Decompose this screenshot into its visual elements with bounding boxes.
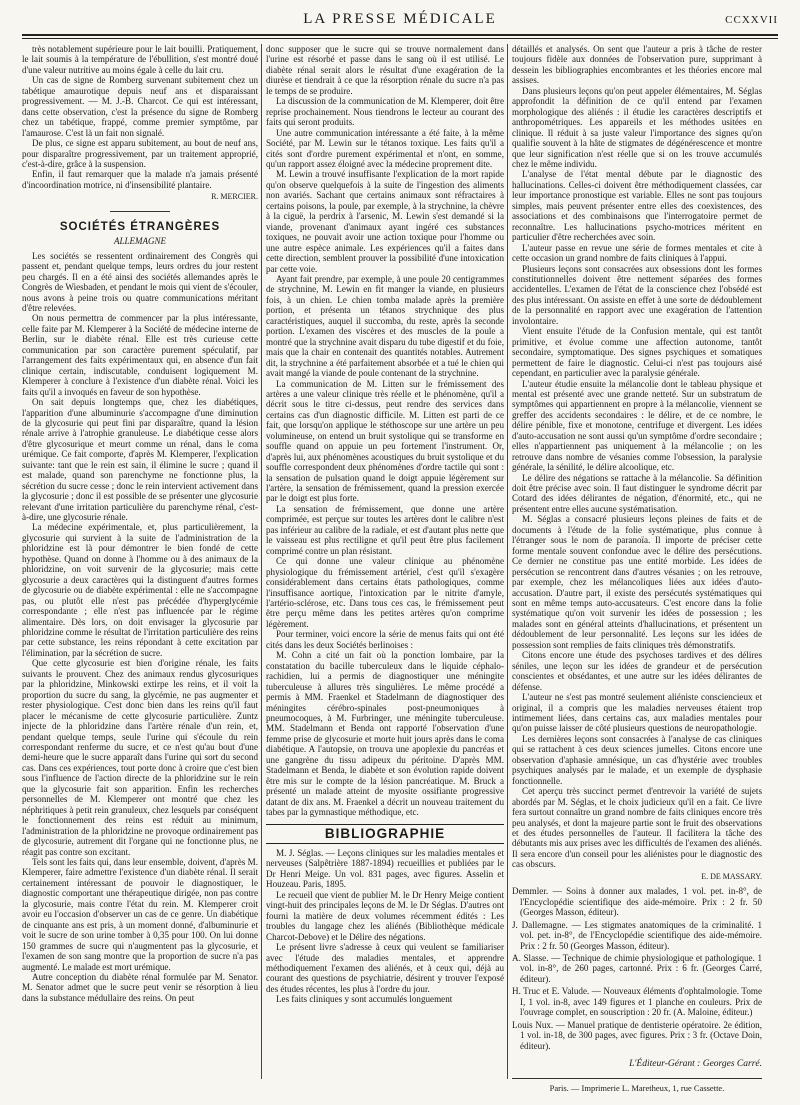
romberg-article: Un cas de signe de Romberg survenant subitement chez un tabétique amaurotique depuis neuf ans et disparaissant progressivement. — M. J.-B. Charcot. Ce qui est intéressant, dans cette observation, c'est la présence du signe de Romberg chez un tabétique, frappé, comme premier symptôme, par l'amaurose. C'est là un fait non signalé. — [22, 75, 258, 138]
divider — [110, 211, 170, 212]
paragraph: Enfin, il faut remarquer que la malade n'a jamais présenté d'incoordination motrice, ni d'insensibilité plantaire. — [22, 169, 258, 190]
paragraph: La médecine expérimentale, et, plus particulièrement, la glycosurie qui survient à la suite de l'administration de la phloridzine est là pour démontrer le bien fondé de cette hypothèse. Quand on donne à l'homme ou à des animaux de la phloridzine, on voit survenir de la glycosurie; mais cette glycosurie a deux caractères qui la distinguent d'autres formes de glycosurie ou de diabète expérimental : elle ne s'accompagne pas, ou plutôt elle n'est pas précédée d'hyperglycémie correspondante ; elle n'est pas influencée par le régime alimentaire. Dès lors, on doit envisager la glycosurie par phloridzine comme le résultat de l'irritation particulière des reins par cette substance, les reins répondant à cette excitation par l'élimination, par la sécrétion de sucre. — [22, 522, 258, 658]
paragraph: Tels sont les faits qui, dans leur ensemble, doivent, d'après M. Klemperer, faire admettre l'existence d'un diabète rénal. Il serait certainement intéressant de pouvoir le diagnostiquer, le diagnostic comportant une thérapeutique dirigée, non pas contre la glycosurie, mais contre l'état du rein. M. Klemperer croit avoir eu l'occasion d'observer un cas de ce genre. Un diabétique de cinquante ans est pris, à un moment donné, d'albuminurie et voit le sucre de son urine tomber à 0,35 pour 100. On lui donne 150 grammes de sucre qui n'augmentent pas la glycosurie, et l'examen de son sang montre que la proportion de sucre n'a pas augmenté. Le malade est mort urémique. — [22, 856, 258, 972]
paragraph: L'auteur étudie ensuite la mélancolie dont le tableau physique et mental est présenté avec une grande netteté. Sur un substratum de symptômes qui appartiennent en propre à la mélancolie, viennent se greffer des accidents secondaires : le délire, et de ce nombre, le délire pénible, fixe et monotone, centrifuge et divergent. Les idées d'auto-accusation ne sont aussi qu'un symptôme d'ordre secondaire ; elles n'appartiennent pas uniquement à la mélancolie ; on les retrouve dans nombre de vésanies comme l'obsession, la paralysie générale, la sénilité, le délire alcoolique, etc. — [512, 378, 762, 473]
paragraph: On sait depuis longtemps que, chez les diabétiques, l'apparition d'une albuminurie s'accompagne d'une diminution de la glycosurie qui peut fini par disparaître, quand la lésion rénale arrive à l'atrophie granuleuse. Le diabétique cesse alors d'être glycosurique et meurt comme un rénal, dans le coma urémique. Ce fait comporte, d'après M. Klemperer, l'explication suivante: tant que le rein est sain, il élimine le sucre ; quand il est malade, quand son parenchyme ne fonctionne plus, la sécrétion du sucre cesse ; donc le rein intervient activement dans la glycosurie ; donc il est possible de se présenter une glycosurie relevant d'une irritation particulière du parenchyme rénal, c'est-à-dire, une glycosurie rénale. — [22, 397, 258, 523]
paragraph: M. Cohn a cité un fait où la ponction lombaire, par la constatation du bacille tuberculeux dans le liquide céphalo-rachidien, lui a permis de diagnostiquer une méningite tuberculeuse à allures très singulières. Le même procédé a permis à MM. Fraenkel et Stadelmann de diagnostiquer des méningites cérébro-spinales post-pneumoniques à pneumocoques, à M. Furbringer, une méningite tuberculeuse. MM. Stadelmann et Benda ont rapporté l'observation d'une femme prise de glycosurie et morte huit jours après dans le coma diabétique. A l'autopsie, on trouva une apoplexie du pancréas et une gangrène du tissu adipeux du péritoine. D'après MM. Stadelmann et Benda, le diabète et son évolution rapide doivent être mis sur le compte de la lésion pancréatique. M. Bruck a présenté un malade atteint de myosite ossifiante progressive datant de dix ans. M. Fraenkel a décrit un nouveau traitement du tabes par la gymnastique méthodique, etc. — [266, 650, 504, 818]
paragraph: Les dernières leçons sont consacrées à l'analyse de cas cliniques qui se rattachent à ces deux sciences jumelles. Citons encore une observation d'aphasie amnésique, un cas d'hystérie avec troubles psychiques analysés par le malade, et un exemple de dysphasie fonctionnelle. — [512, 733, 762, 786]
printer-line: Paris. — Imprimerie L. Maretheux, 1, rue Cassette. — [512, 1078, 762, 1093]
paragraph: Pour terminer, voici encore la série de menus faits qui ont été cités dans les deux Sociétés berlinoises : — [266, 629, 504, 650]
paragraph: Que cette glycosurie est bien d'origine rénale, les faits suivants le prouvent. Chez des animaux rendus glycosuriques par la phloridzine, Minkowski extirpe les reins, et il voit la proportion du sucre du sang, la glycémie, ne pas augmenter et rester physiologique. C'est donc bien dans les reins qu'il faut placer le mécanisme de cette glycosurie particulière. Zuntz injecte de la phloridzine dans l'artère rénale d'un rein, et, pendant quelque temps, seule l'urine qui s'écoule du rein correspondant renferme du sucre, et ce n'est qu'au bout d'une demi-heure que le sucre apparaît dans l'urine qui sort du second cas. Dans ces expériences, tout porte donc à croire que c'est bien sous l'influence de l'action directe de la phloridzine sur le rein que la glycosurie fait son apparition. Enfin les recherches personnelles de M. Klemperer ont montré que chez les néphritiques à petit rein granuleux, chez lesquels par conséquent le fonctionnement des reins est réduit au minimum, l'administration de la phloridzine ne provoque ordinairement pas de glycosurie, autrement dit l'organe qui ne fonctionne plus, ne réagit pas contre son excitant. — [22, 658, 258, 857]
book-review-heading: M. J. Séglas. — Leçons cliniques sur les maladies mentales et nerveuses (Salpêtrière 1887-1894) recueillies et publiées par le Dr Henri Meige. Un vol. 831 pages, avec figures. Asselin et Houzeau. Paris, 1895. — [266, 847, 504, 890]
paragraph: L'analyse de l'état mental débute par le diagnostic des hallucinations. Celles-ci doivent être méthodiquement classées, car leur importance pronostique est variable. Elles ne sont pas toujours simples, mais peuvent présenter entre elles des coexistences, des associations et des combinaisons que l'interrogatoire permet de reconnaître. Les hallucinations psycho-motrices méritent en particulier d'être recherchées avec soin. — [512, 169, 762, 243]
paragraph: Ayant fait prendre, par exemple, à une poule 20 centigrammes de strychnine, M. Lewin en fit manger la viande, en plusieurs fois, à un chien. Le chien tomba malade après la première portion, et présenta un tétanos strychnique des plus caractéristiques, auquel il succomba, du reste, après la seconde portion. L'examen des viscères et des muscles de la poule a montré que la strychnine avait disparu du tube digestif et du foie, mais que la chair en contenait des quantités notables. Autrement dit, la strychnine a été parfaitement absorbée et a tué le chien qui avait mangé la viande de poule contenant de la strychnine. — [266, 273, 504, 379]
bibliography-entry: Louis Nux. — Manuel pratique de dentisterie opératoire. 2e édition, 1 vol. in-18, de 300 pages, avec figures. Prix : 3 fr. (Octave Doin, éditeur). — [512, 1019, 762, 1051]
paragraph: La discussion de la communication de M. Klemperer, doit être reprise prochainement. Nous tiendrons le lecteur au courant des faits qui seront produits. — [266, 96, 504, 128]
bibliography-entry: Demmler. — Soins à donner aux malades, 1 vol. pet. in-8°, de l'Encyclopédie scientifique des aide-mémoire. Prix : 2 fr. 50 (Georges Masson, éditeur). — [512, 886, 762, 918]
journal-title: LA PRESSE MÉDICALE — [303, 11, 497, 27]
paragraph: Le délire des négations se rattache à la mélancolie. Sa définition doit être précise avec soin. Il faut distinguer le syndrome décrit par Cotard des idées délirantes de négation, d'énormité, etc., qui ne présentent entre elles aucune systématisation. — [512, 472, 762, 514]
signature: E. DE MASSARY. — [701, 871, 762, 881]
paragraph: M. Lewin a trouvé insuffisante l'explication de la mort rapide qu'on observe quelquefois à la suite de l'ingestion des aliments non avariés. Sachant que certains animaux sont réfractaires à certains poisons, la poule, par exemple, à la strychnine, la chèvre à la ciguë, la perdrix à l'arsenic, M. Lewin s'est demandé si la viande, provenant d'animaux ayant ingéré ces substances toxiques, ne pouvait avoir une action toxique pour l'homme ou une autre espèce animale. Les expériences qu'il a faites dans cette direction, semblent prouver la possibilité d'une intoxication par cette voie. — [266, 169, 504, 274]
paragraph: De plus, ce signe est apparu subitement, au bout de neuf ans, pour disparaître progressivement, par un traitement approprié, c'est-à-dire, grâce à la suspension. — [22, 138, 258, 169]
signature: R. MERCIER. — [211, 192, 258, 202]
bibliography-entry: H. Truc et E. Valude. — Nouveaux éléments d'ophtalmologie. Tome I, 1 vol. in-8, avec 149 figures et 1 planche en couleurs. Prix de l'ouvrage complet, en souscription : 20 fr. (A. Maloine, éditeur.) — [512, 986, 762, 1018]
column-divider — [507, 44, 508, 1079]
paragraph: Une autre communication intéressante a été faite, à la même Société, par M. Lewin sur le tétanos toxique. Les faits qu'il a cités sont d'ordre purement expérimental et n'ont, en somme, qu'un rapport assez éloigné avec la médecine proprement dite. — [266, 127, 504, 169]
paragraph: Le recueil que vient de publier M. le Dr Henry Meige contient vingt-huit des principales leçons de M. le Dr Séglas. D'autres ont fourni la matière de deux volumes récemment édités : Les troubles du langage chez les aliénés (Bibliothèque médicale Charcot-Debove) et le Délire des négations. — [266, 889, 504, 942]
paragraph: L'auteur passe en revue une série de formes mentales et cite à cette occasion un grand nombre de faits cliniques à l'appui. — [512, 242, 762, 264]
paragraph: Dans plusieurs leçons qu'on peut appeler élémentaires, M. Séglas approfondit la définition de ce qu'il entend par l'examen morphologique des aliénés : il étudie les caractères descriptifs et anthropométriques. Les appareils et les méthodes usitées en clinique. Il réduit à sa juste valeur l'importance des signes qu'on qualifie souvent à la hâte de stigmates de dégénérescence et montre que leur signification n'est réelle que si on les trouve accumulés chez le même individu. — [512, 85, 762, 169]
bibliography-entry: J. Dallemagne. — Les stigmates anatomiques de la criminalité. 1 vol. pet. in-8°, de l'Encyclopédie scientifique des aide-mémoire. Prix : 2 fr. 50 (Georges Masson, éditeur). — [512, 919, 762, 951]
paragraph: Les sociétés se ressentent ordinairement des Congrès qui passent et, pendant quelque temps, leurs ordres du jour restent peu chargés. Il en a été ainsi des sociétés allemandes après le Congrès de Wiesbaden, et pendant le mois qui vient de s'écouler, nous avons à peine trois ou quatre communications méritant d'être relevées. — [22, 250, 258, 313]
column-2 — [266, 44, 504, 1082]
page-header — [22, 10, 778, 32]
paragraph: Ce qui donne une valeur clinique au phénomène physiologique du frémissement artériel, c'est qu'il s'exagère considérablement dans certains états pathologiques, comme l'insuffisance aortique, l'intoxication par le nitrite d'amyle, l'artério-sclérose, etc. Dans tous ces cas, le frémissement peut être perçu même dans les petites artères qu'on comprime légèrement. — [266, 556, 504, 629]
header-rule-thin — [22, 38, 778, 39]
section-title: SOCIÉTÉS ÉTRANGÈRES — [59, 220, 221, 233]
editor-line: L'Éditeur-Gérant : Georges Carré. — [629, 1059, 762, 1070]
paragraph: Le présent livre s'adresse à ceux qui veulent se familiariser avec l'étude des maladies mentales, et apprendre méthodiquement l'examen des aliénés, et à ceux qui, déjà au courant des questions de psychiatrie, désirent y trouver l'exposé des études récentes, les plus à l'ordre du jour. — [266, 942, 504, 994]
paragraph: La communication de M. Litten sur le frémissement des artères a une valeur clinique très réelle et le phénomène, qu'il a décrit sous le titre ci-dessus, peut rendre des services dans certains cas d'un diagnostic difficile. M. Litten est parti de ce fait, que lorsqu'on applique le stéthoscope sur une artère un peu volumineuse, on entend un bruit systolique qui se transforme en souffle quand on appuie un peu fortement l'instrument. Or, d'après lui, aux phénomènes acoustiques du bruit systolique et du souffle correspondent deux phénomènes d'ordre tactile qui sont : la sensation de pulsation quand le doigt appuie légèrement sur l'artère, la sensation de frémissement, quand la pression exercée par le doigt est plus forte. — [266, 378, 504, 504]
paragraph: Citons encore une étude des psychoses tardives et des délires séniles, une leçon sur les idées de grandeur et de persécution conscientes et obsédantes, et une autre sur les idées délirantes de défense. — [512, 650, 762, 692]
paragraph: Les faits cliniques y sont accumulés longuement — [276, 994, 453, 1005]
section-subtitle: ALLEMAGNE — [113, 236, 166, 247]
header-rule — [22, 34, 778, 36]
paragraph: très notablement supérieure pour le lait bouilli. Pratiquement, le lait soumis à la température de l'ébullition, s'est montré doué d'une valeur nutritive au moins égale à celle du lait cru. — [22, 44, 258, 75]
paragraph: Vient ensuite l'étude de la Confusion mentale, qui est tantôt primitive, et évolue comme une affection autonome, tantôt secondaire, symptomatique. Des signes psychiques et somatiques permettent de faire le diagnostic. Celui-ci n'est pas toujours aisé cependant, en particulier avec la paralysie générale. — [512, 326, 762, 379]
column-divider — [261, 44, 262, 1079]
paragraph: M. Séglas a consacré plusieurs leçons pleines de faits et de documents à l'étude de la folie systématique, plus connue à l'étranger sous le nom de paranoïa. Il importe de préciser cette forme mentale souvent confondue avec le délire des persécutions. Ce dernier ne constitue pas une entité morbide. Les idées de persécution se rencontrent dans d'autres vésanies ; on les retrouve, par exemple, chez les mélancoliques liées aux idées d'auto-accusation. D'autre part, il existe des persécutés systématiques qui sont en même temps auto-accusateurs. C'est encore dans la folie systématique qu'on voit survenir les idées de possession ; les malades sont en général atteints d'hallucinations, et présentent un dédoublement de leur personnalité. Les leçons sur les idées de possession sont remplies de faits cliniques très démonstratifs. — [512, 514, 762, 650]
column-3 — [512, 44, 762, 1093]
paragraph: L'auteur ne s'est pas montré seulement aliéniste consciencieux et original, il a compris que les maladies nerveuses étaient trop intimement liées, dans certains cas, aux maladies mentales pour qu'on puisse laisser de côté plusieurs questions de neuropathologie. — [512, 692, 762, 734]
paragraph: Cet aperçu très succinct permet d'entrevoir la variété de sujets abordés par M. Séglas, et le choix judicieux qu'il en a fait. Ce livre fera surtout connaître un grand nombre de faits cliniques encore très peu analysés, et dont la majeure partie sont le fruit des observations et des études personnelles de l'auteur. Il facilitera la tâche des débutants mis aux prises avec les difficultés de l'examen des aliénés. Il sera encore d'un conseil pour les aliénistes pour le diagnostic des cas obscurs. — [512, 786, 762, 870]
paragraph: donc supposer que le sucre qui se trouve normalement dans l'urine est résorbé et passe dans le sang où il est utilisé. Le diabète rénal serait alors le résultat d'une exagération de la diurèse et tiendrait à ce que la résorption rénale du sucre n'a pas le temps de se produire. — [266, 44, 504, 96]
paragraph: La sensation de frémissement, que donne une artère comprimée, est perçue sur toutes les artères dont le calibre n'est pas inférieur au calibre de la radiale, et est d'autant plus nette que le vaisseau est plus rectiligne et qu'il peut être plus facilement comprimé contre un plan résistant. — [266, 503, 504, 556]
paragraph: détaillés et analysés. On sent que l'auteur a pris à tâche de rester toujours fidèle aux données de l'observation pure, supprimant à dessein les bibliographies encombrantes et les théories encore mal assises. — [512, 44, 762, 86]
paragraph: Autre conception du diabète rénal formulée par M. Senator. M. Senator admet que le sucre peut venir se résorption à lieu dans la substance médullaire des reins. On peut — [22, 971, 258, 1003]
bibliography-title: BIBLIOGRAPHIE — [266, 824, 504, 844]
page-number: CCXXVII — [725, 14, 778, 26]
column-1 — [22, 44, 258, 1082]
bibliography-entry: A. Slasse. — Technique de chimie physiologique et pathologique. 1 vol. in-8°, de 260 pages, cartonné. Prix : 6 fr. (Georges Carré, éditeur). — [512, 952, 762, 984]
paragraph: Plusieurs leçons sont consacrées aux obsessions dont les formes constitutionnelles doivent être nettement séparées des formes accidentelles. L'examen de l'état de la conscience chez l'obsédé est des plus intéressant. On assiste en effet à une sorte de dédoublement de la personnalité en rapport avec une exagération de l'attention involontaire. — [512, 263, 762, 326]
paragraph: On nous permettra de commencer par la plus intéressante, celle faite par M. Klemperer à la Société de médecine interne de Berlin, sur le diabète rénal. Elle est très curieuse cette communication par son caractère purement spéculatif, par l'arrangement des faits expérimentaux qui, en absence d'un fait clinique certain, indiscutable, conduisent logiquement M. Klemperer à conclure à l'existence d'un diabète rénal. Voici les faits qu'il a invoqués en faveur de son hypothèse. — [22, 313, 258, 397]
